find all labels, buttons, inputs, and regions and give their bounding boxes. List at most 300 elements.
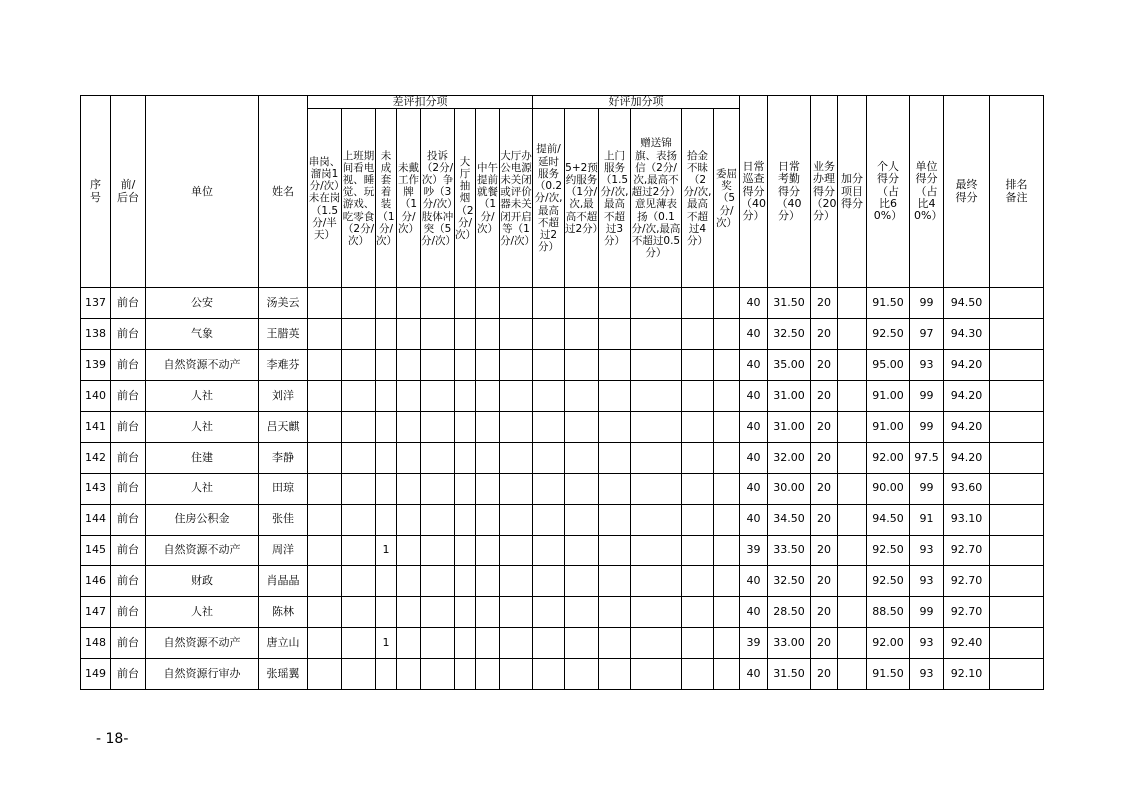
cell-business: 20 (811, 319, 838, 350)
cell-deduction-1 (308, 628, 342, 659)
cell-deduction-4 (397, 381, 421, 412)
cell-final: 94.20 (944, 350, 990, 381)
page-number: - 18- (96, 731, 129, 747)
cell-deduction-1 (308, 442, 342, 473)
cell-business: 20 (811, 535, 838, 566)
cell-seq: 148 (81, 628, 111, 659)
cell-bonus-4 (631, 597, 682, 628)
cell-deduction-3 (376, 473, 397, 504)
cell-deduction-1 (308, 350, 342, 381)
cell-deduction-7 (476, 566, 500, 597)
cell-remark (990, 535, 1044, 566)
cell-bonus-2 (565, 535, 599, 566)
cell-name: 周洋 (259, 535, 308, 566)
cell-deduction-5 (421, 288, 455, 319)
cell-business: 20 (811, 504, 838, 535)
cell-deduction-2 (342, 411, 376, 442)
cell-deduction-4 (397, 473, 421, 504)
cell-bonus-4 (631, 535, 682, 566)
cell-deduction-2 (342, 319, 376, 350)
cell-unit: 住房公积金 (146, 504, 259, 535)
cell-front-back: 前台 (111, 442, 146, 473)
cell-deduction-4 (397, 597, 421, 628)
cell-deduction-7 (476, 381, 500, 412)
cell-deduction-6 (455, 535, 476, 566)
cell-deduction-1 (308, 473, 342, 504)
cell-bonus-4 (631, 504, 682, 535)
cell-bonus-1 (533, 628, 565, 659)
cell-remark (990, 566, 1044, 597)
cell-deduction-7 (476, 442, 500, 473)
cell-personal: 88.50 (867, 597, 910, 628)
cell-front-back: 前台 (111, 597, 146, 628)
cell-daily-patrol: 40 (740, 381, 768, 412)
cell-bonus-1 (533, 411, 565, 442)
cell-seq: 141 (81, 411, 111, 442)
cell-bonus-5 (682, 288, 714, 319)
cell-deduction-2 (342, 381, 376, 412)
cell-bonus-1 (533, 319, 565, 350)
cell-extra (838, 381, 867, 412)
cell-bonus-5 (682, 381, 714, 412)
cell-business: 20 (811, 628, 838, 659)
cell-business: 20 (811, 411, 838, 442)
cell-deduction-8 (500, 381, 533, 412)
cell-extra (838, 442, 867, 473)
cell-daily-patrol: 40 (740, 659, 768, 690)
cell-bonus-4 (631, 381, 682, 412)
cell-unit: 自然资源不动产 (146, 628, 259, 659)
cell-daily-patrol: 40 (740, 288, 768, 319)
cell-bonus-4 (631, 288, 682, 319)
cell-extra (838, 288, 867, 319)
cell-deduction-7 (476, 597, 500, 628)
header-bonus-4: 赠送锦旗、表扬信（2分/次,最高不超过2分）意见薄表扬（0.1分/次,最高不超过0.5分） (631, 109, 682, 288)
cell-unit: 自然资源不动产 (146, 535, 259, 566)
cell-bonus-6 (714, 535, 740, 566)
cell-deduction-4 (397, 504, 421, 535)
cell-deduction-4 (397, 442, 421, 473)
cell-bonus-6 (714, 628, 740, 659)
header-deduction-6: 大厅抽烟（2分/次） (455, 109, 476, 288)
cell-unit: 气象 (146, 319, 259, 350)
cell-final: 93.10 (944, 504, 990, 535)
cell-bonus-1 (533, 535, 565, 566)
cell-business: 20 (811, 566, 838, 597)
cell-unit-score: 99 (910, 473, 944, 504)
cell-front-back: 前台 (111, 350, 146, 381)
cell-bonus-3 (599, 566, 631, 597)
cell-bonus-2 (565, 411, 599, 442)
cell-seq: 145 (81, 535, 111, 566)
cell-unit: 自然资源不动产 (146, 350, 259, 381)
cell-deduction-5 (421, 535, 455, 566)
cell-deduction-6 (455, 628, 476, 659)
cell-deduction-3 (376, 659, 397, 690)
cell-bonus-3 (599, 473, 631, 504)
cell-deduction-3 (376, 442, 397, 473)
cell-front-back: 前台 (111, 381, 146, 412)
cell-personal: 92.00 (867, 442, 910, 473)
cell-daily-attendance: 33.00 (768, 628, 811, 659)
cell-deduction-8 (500, 504, 533, 535)
cell-bonus-3 (599, 350, 631, 381)
header-deduction-1: 串岗、溜岗1分/次）未在岗（1.5分/半天） (308, 109, 342, 288)
cell-seq: 149 (81, 659, 111, 690)
table-row (81, 350, 1044, 381)
cell-bonus-5 (682, 350, 714, 381)
header-bonus-1: 提前/延时服务（0.2分/次,最高不超过2分） (533, 109, 565, 288)
header-deduction-8: 大厅办公电源未关闭或评价器未关闭开启等（1分/次） (500, 109, 533, 288)
cell-unit-score: 93 (910, 659, 944, 690)
cell-daily-attendance: 32.50 (768, 319, 811, 350)
cell-extra (838, 628, 867, 659)
cell-deduction-6 (455, 350, 476, 381)
cell-daily-attendance: 31.50 (768, 288, 811, 319)
cell-unit: 人社 (146, 411, 259, 442)
cell-deduction-1 (308, 597, 342, 628)
cell-name: 王腊英 (259, 319, 308, 350)
table-row (81, 442, 1044, 473)
cell-seq: 143 (81, 473, 111, 504)
cell-daily-attendance: 35.00 (768, 350, 811, 381)
cell-deduction-7 (476, 288, 500, 319)
cell-final: 94.20 (944, 442, 990, 473)
cell-unit: 人社 (146, 473, 259, 504)
cell-bonus-1 (533, 442, 565, 473)
cell-bonus-1 (533, 659, 565, 690)
cell-unit-score: 99 (910, 288, 944, 319)
table-row (81, 659, 1044, 690)
cell-daily-patrol: 40 (740, 350, 768, 381)
cell-bonus-2 (565, 473, 599, 504)
header-final: 最终得分 (944, 96, 990, 288)
cell-bonus-2 (565, 566, 599, 597)
cell-front-back: 前台 (111, 411, 146, 442)
cell-seq: 146 (81, 566, 111, 597)
cell-deduction-3 (376, 350, 397, 381)
cell-deduction-8 (500, 350, 533, 381)
header-daily-patrol: 日常巡查得分（40分） (740, 96, 768, 288)
cell-name: 汤美云 (259, 288, 308, 319)
cell-bonus-1 (533, 381, 565, 412)
cell-deduction-6 (455, 319, 476, 350)
cell-deduction-5 (421, 628, 455, 659)
cell-bonus-4 (631, 350, 682, 381)
cell-bonus-2 (565, 504, 599, 535)
cell-daily-patrol: 40 (740, 411, 768, 442)
cell-bonus-1 (533, 473, 565, 504)
cell-unit: 财政 (146, 566, 259, 597)
header-daily-attendance: 日常考勤得分（40分） (768, 96, 811, 288)
header-unit-score: 单位得分（占比40%） (910, 96, 944, 288)
cell-front-back: 前台 (111, 319, 146, 350)
cell-front-back: 前台 (111, 288, 146, 319)
cell-unit: 住建 (146, 442, 259, 473)
cell-final: 92.10 (944, 659, 990, 690)
cell-name: 刘洋 (259, 381, 308, 412)
header-name: 姓名 (259, 96, 308, 288)
cell-name: 吕天麒 (259, 411, 308, 442)
cell-deduction-1 (308, 566, 342, 597)
cell-bonus-3 (599, 442, 631, 473)
cell-seq: 138 (81, 319, 111, 350)
cell-unit-score: 93 (910, 350, 944, 381)
cell-deduction-6 (455, 411, 476, 442)
cell-bonus-5 (682, 319, 714, 350)
cell-bonus-5 (682, 659, 714, 690)
header-bonus-2: 5+2预约服务（1分/次,最高不超过2分） (565, 109, 599, 288)
cell-deduction-5 (421, 659, 455, 690)
cell-daily-attendance: 30.00 (768, 473, 811, 504)
cell-deduction-7 (476, 411, 500, 442)
cell-deduction-2 (342, 504, 376, 535)
cell-seq: 139 (81, 350, 111, 381)
cell-seq: 142 (81, 442, 111, 473)
header-personal: 个人得分（占比60%） (867, 96, 910, 288)
cell-name: 肖晶晶 (259, 566, 308, 597)
cell-unit-score: 91 (910, 504, 944, 535)
cell-final: 92.70 (944, 597, 990, 628)
cell-bonus-2 (565, 381, 599, 412)
cell-deduction-3 (376, 597, 397, 628)
cell-deduction-4 (397, 288, 421, 319)
cell-final: 92.70 (944, 566, 990, 597)
cell-deduction-7 (476, 504, 500, 535)
cell-deduction-2 (342, 628, 376, 659)
cell-unit-score: 93 (910, 535, 944, 566)
table-row (81, 319, 1044, 350)
header-business: 业务办理得分（20分） (811, 96, 838, 288)
cell-deduction-3 (376, 504, 397, 535)
cell-remark (990, 504, 1044, 535)
cell-deduction-5 (421, 473, 455, 504)
cell-deduction-3: 1 (376, 628, 397, 659)
cell-bonus-6 (714, 350, 740, 381)
cell-deduction-5 (421, 566, 455, 597)
cell-deduction-1 (308, 659, 342, 690)
cell-deduction-5 (421, 381, 455, 412)
table-row (81, 473, 1044, 504)
cell-bonus-1 (533, 288, 565, 319)
table-row (81, 381, 1044, 412)
header-deduction-2: 上班期间看电视、睡觉、玩游戏、吃零食（2分/次） (342, 109, 376, 288)
cell-deduction-4 (397, 535, 421, 566)
cell-deduction-6 (455, 566, 476, 597)
cell-deduction-4 (397, 628, 421, 659)
cell-bonus-5 (682, 628, 714, 659)
cell-bonus-4 (631, 566, 682, 597)
cell-bonus-2 (565, 628, 599, 659)
cell-final: 94.20 (944, 381, 990, 412)
table-body (81, 288, 1044, 690)
cell-deduction-7 (476, 350, 500, 381)
cell-bonus-6 (714, 411, 740, 442)
table-row (81, 535, 1044, 566)
cell-bonus-6 (714, 442, 740, 473)
cell-bonus-4 (631, 628, 682, 659)
cell-extra (838, 597, 867, 628)
cell-deduction-8 (500, 566, 533, 597)
cell-remark (990, 442, 1044, 473)
cell-daily-patrol: 40 (740, 504, 768, 535)
cell-bonus-6 (714, 319, 740, 350)
header-remark: 排名备注 (990, 96, 1044, 288)
cell-daily-attendance: 32.00 (768, 442, 811, 473)
cell-bonus-3 (599, 535, 631, 566)
cell-deduction-6 (455, 504, 476, 535)
cell-deduction-7 (476, 473, 500, 504)
cell-unit-score: 97.5 (910, 442, 944, 473)
cell-bonus-6 (714, 473, 740, 504)
cell-extra (838, 411, 867, 442)
cell-business: 20 (811, 381, 838, 412)
cell-front-back: 前台 (111, 566, 146, 597)
cell-daily-attendance: 31.00 (768, 381, 811, 412)
cell-deduction-7 (476, 628, 500, 659)
header-extra: 加分项目得分 (838, 96, 867, 288)
cell-front-back: 前台 (111, 628, 146, 659)
table-row (81, 504, 1044, 535)
cell-unit-score: 93 (910, 566, 944, 597)
cell-extra (838, 659, 867, 690)
cell-remark (990, 411, 1044, 442)
header-deduction-4: 未戴工作牌（1分/次） (397, 109, 421, 288)
cell-daily-attendance: 32.50 (768, 566, 811, 597)
cell-front-back: 前台 (111, 659, 146, 690)
cell-deduction-5 (421, 504, 455, 535)
cell-daily-attendance: 31.50 (768, 659, 811, 690)
cell-daily-attendance: 33.50 (768, 535, 811, 566)
cell-business: 20 (811, 597, 838, 628)
cell-front-back: 前台 (111, 535, 146, 566)
cell-unit-score: 99 (910, 381, 944, 412)
cell-bonus-4 (631, 659, 682, 690)
cell-bonus-6 (714, 288, 740, 319)
cell-bonus-1 (533, 566, 565, 597)
cell-personal: 90.00 (867, 473, 910, 504)
header-bonus-3: 上门服务（1.5分/次,最高不超过3分） (599, 109, 631, 288)
cell-daily-patrol: 40 (740, 597, 768, 628)
cell-deduction-6 (455, 597, 476, 628)
cell-bonus-5 (682, 442, 714, 473)
header-deduction-group: 差评扣分项 (308, 96, 533, 109)
cell-daily-attendance: 34.50 (768, 504, 811, 535)
header-unit: 单位 (146, 96, 259, 288)
cell-personal: 92.50 (867, 566, 910, 597)
header-bonus-5: 拾金不昧（2分/次,最高不超过4分） (682, 109, 714, 288)
cell-deduction-1 (308, 535, 342, 566)
cell-remark (990, 381, 1044, 412)
cell-bonus-4 (631, 319, 682, 350)
cell-bonus-3 (599, 628, 631, 659)
cell-personal: 91.50 (867, 659, 910, 690)
cell-bonus-2 (565, 597, 599, 628)
cell-personal: 95.00 (867, 350, 910, 381)
header-bonus-6: 委屈奖（5分/次） (714, 109, 740, 288)
cell-deduction-7 (476, 319, 500, 350)
cell-deduction-5 (421, 350, 455, 381)
cell-final: 93.60 (944, 473, 990, 504)
cell-final: 92.40 (944, 628, 990, 659)
cell-deduction-8 (500, 597, 533, 628)
cell-daily-patrol: 40 (740, 319, 768, 350)
cell-deduction-2 (342, 473, 376, 504)
cell-extra (838, 473, 867, 504)
cell-deduction-2 (342, 535, 376, 566)
cell-remark (990, 473, 1044, 504)
cell-name: 李静 (259, 442, 308, 473)
cell-final: 92.70 (944, 535, 990, 566)
cell-name: 李难芬 (259, 350, 308, 381)
cell-deduction-5 (421, 597, 455, 628)
cell-deduction-2 (342, 566, 376, 597)
cell-name: 田琼 (259, 473, 308, 504)
cell-deduction-4 (397, 411, 421, 442)
cell-remark (990, 597, 1044, 628)
cell-bonus-5 (682, 597, 714, 628)
cell-bonus-2 (565, 288, 599, 319)
cell-deduction-8 (500, 288, 533, 319)
cell-remark (990, 319, 1044, 350)
cell-deduction-1 (308, 504, 342, 535)
cell-deduction-3 (376, 319, 397, 350)
cell-bonus-5 (682, 566, 714, 597)
table-row (81, 597, 1044, 628)
cell-final: 94.20 (944, 411, 990, 442)
cell-unit-score: 99 (910, 597, 944, 628)
cell-unit-score: 97 (910, 319, 944, 350)
cell-seq: 144 (81, 504, 111, 535)
cell-unit: 自然资源行审办 (146, 659, 259, 690)
cell-extra (838, 504, 867, 535)
cell-daily-attendance: 28.50 (768, 597, 811, 628)
cell-deduction-5 (421, 319, 455, 350)
cell-business: 20 (811, 442, 838, 473)
cell-name: 陈林 (259, 597, 308, 628)
cell-extra (838, 535, 867, 566)
cell-deduction-5 (421, 442, 455, 473)
cell-daily-attendance: 31.00 (768, 411, 811, 442)
cell-bonus-6 (714, 381, 740, 412)
cell-front-back: 前台 (111, 473, 146, 504)
cell-business: 20 (811, 350, 838, 381)
cell-remark (990, 628, 1044, 659)
cell-deduction-3 (376, 288, 397, 319)
header-bonus-group: 好评加分项 (533, 96, 740, 109)
cell-deduction-7 (476, 535, 500, 566)
cell-deduction-8 (500, 659, 533, 690)
cell-bonus-3 (599, 411, 631, 442)
header-front-back: 前/后台 (111, 96, 146, 288)
cell-deduction-6 (455, 442, 476, 473)
cell-bonus-6 (714, 597, 740, 628)
cell-deduction-8 (500, 319, 533, 350)
cell-deduction-1 (308, 381, 342, 412)
cell-bonus-1 (533, 597, 565, 628)
cell-remark (990, 659, 1044, 690)
cell-business: 20 (811, 288, 838, 319)
table-row (81, 411, 1044, 442)
cell-seq: 140 (81, 381, 111, 412)
cell-bonus-4 (631, 411, 682, 442)
header-deduction-7: 中午提前就餐（1分/次） (476, 109, 500, 288)
cell-bonus-2 (565, 319, 599, 350)
cell-unit: 人社 (146, 597, 259, 628)
score-table (80, 95, 1044, 690)
cell-personal: 92.00 (867, 628, 910, 659)
cell-bonus-4 (631, 442, 682, 473)
